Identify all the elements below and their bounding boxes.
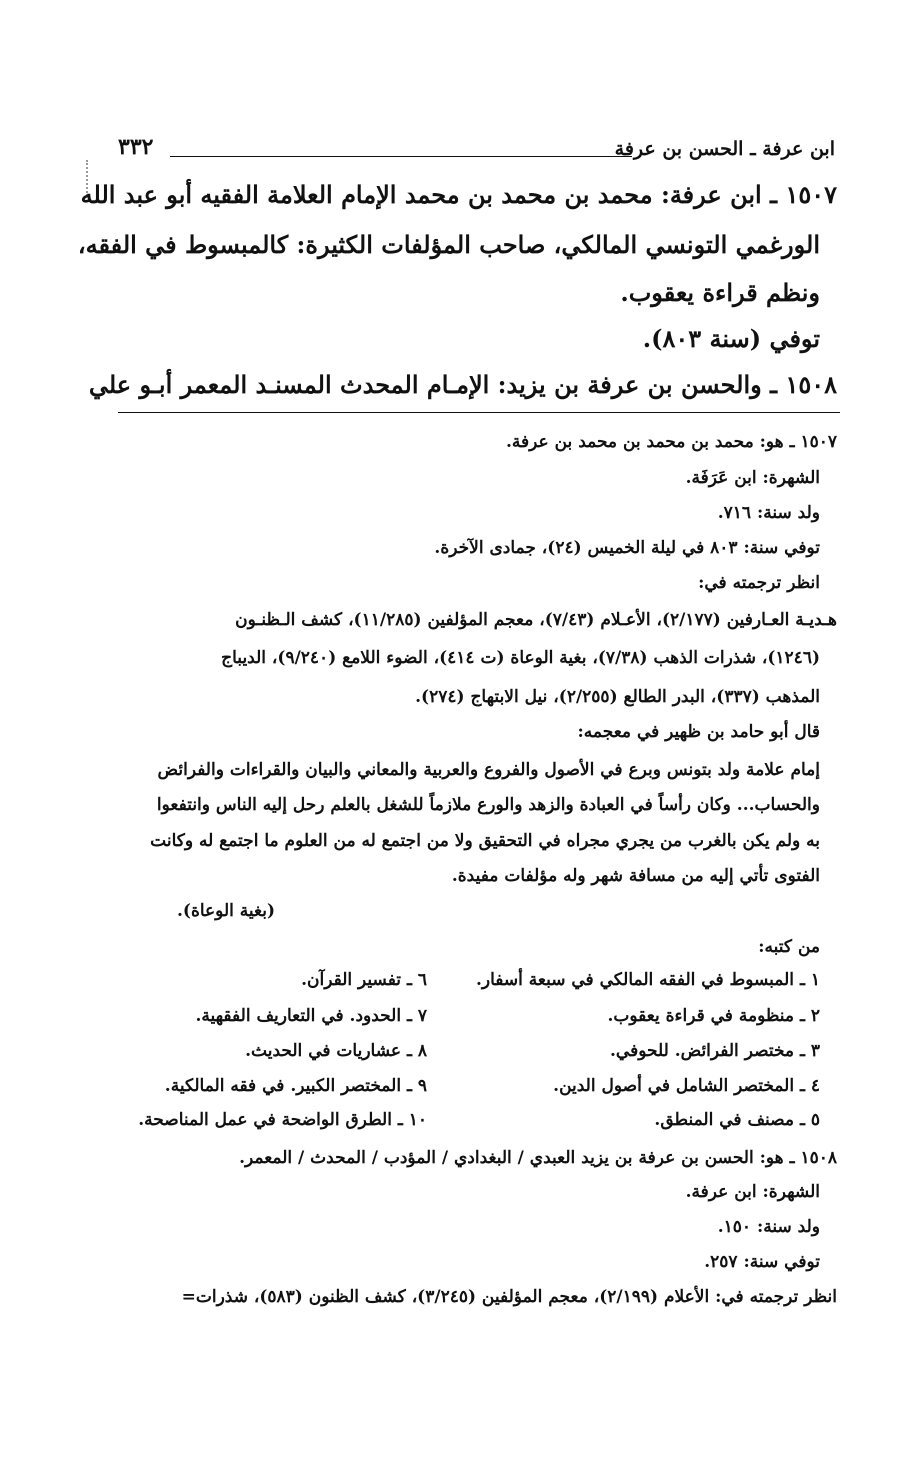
book-item: ٢ ـ منظومة في قراءة يعقوب. (607, 1006, 820, 1026)
book-item: ٨ ـ عشاريات في الحديث. (245, 1041, 427, 1061)
entry-1507-line2: الورغمي التونسي المالكي، صاحب المؤلفات الكثيرة: كالمبسوط في الفقه، (77, 230, 820, 259)
page-number: ٣٣٢ (118, 134, 154, 160)
fn1507-died: توفي سنة: ٨٠٣ في ليلة الخميس (٢٤)، جمادى الآخرة. (434, 538, 820, 558)
fn1507-sources-3: المذهب (٣٣٧)، البدر الطالع (٢/٢٥٥)، نيل الابتهاج (٢٧٤). (415, 687, 820, 707)
fn1507-quote-3: به ولم يكن بالغرب من يجري مجراه في التحقيق ولا من اجتمع له من العلوم ما اجتمع له وكانت (150, 831, 820, 851)
entry-1508-text1: الإمـام المحدث المسنـد المعمر أبـو علي (88, 370, 490, 399)
book-item: ٦ ـ تفسير القرآن. (301, 970, 427, 990)
fn1507-quote-intro: قال أبو حامد بن ظهير في معجمه: (577, 722, 820, 742)
entry-1507-label: ١٥٠٧ ـ ابن عرفة: (660, 180, 837, 209)
book-item: ٤ ـ المختصر الشامل في أصول الدين. (553, 1076, 820, 1096)
entry-1507-line1 (81, 180, 837, 209)
fn1507-look: انظر ترجمته في: (698, 573, 820, 593)
fn1508-shuhra: الشهرة: ابن عرفة. (685, 1182, 820, 1202)
book-item: ٩ ـ المختصر الكبير. في فقه المالكية. (164, 1076, 427, 1096)
entry-1507-text1: محمد بن محمد بن محمد الإمام العلامة الفقيه أبو عبد الله (80, 180, 653, 209)
fn1507-shuhra: الشهرة: ابن عَرَفَة. (685, 468, 820, 488)
entry-1508-label: ١٥٠٨ ـ والحسن بن عرفة بن يزيد: (497, 370, 837, 399)
fn1507-quote-2: والحساب... وكان رأساً في العبادة والزهد والورع ملازماً للشغل بالعلم رحل إليه الناس وانتفعوا (156, 795, 820, 815)
fn1508-born: ولد سنة: ١٥٠. (717, 1217, 820, 1237)
book-item: ١٠ ـ الطرق الواضحة في عمل المناصحة. (138, 1110, 427, 1130)
fn1507-sources-2: (١٢٤٦)، شذرات الذهب (٧/٣٨)، بغية الوعاة (ت ٤١٤)، الضوء اللامع (٩/٢٤٠)، الديباج (221, 648, 820, 668)
fn1507-sources-1: هـديـة العـارفين (٢/١٧٧)، الأعـلام (٧/٤٣)، معجم المؤلفين (١١/٢٨٥)، كشف الـظنـون (235, 610, 837, 630)
fn1507-books-label: من كتبه: (758, 937, 820, 957)
entry-1507-line3: ونظم قراءة يعقوب. (620, 278, 820, 307)
fn1508-head: ١٥٠٨ ـ هو: الحسن بن عرفة بن يزيد العبدي / البغدادي / المؤدب / المحدث / المعمر. (239, 1148, 837, 1168)
header-rule (170, 156, 632, 157)
running-head: ابن عرفة ـ الحسن بن عرفة (614, 138, 835, 160)
book-item: ٣ ـ مختصر الفرائض. للحوفي. (610, 1041, 820, 1061)
entry-1507-line4: توفي (سنة ٨٠٣). (642, 324, 820, 353)
fn1507-citation: (بغية الوعاة). (176, 901, 275, 921)
fn1507-head: ١٥٠٧ ـ هو: محمد بن محمد بن محمد بن عرفة. (506, 432, 837, 452)
fn1507-quote-4: الفتوى تأتي إليه من مسافة شهر وله مؤلفات مفيدة. (451, 866, 820, 886)
fn1508-died: توفي سنة: ٢٥٧. (704, 1252, 820, 1272)
book-item: ٥ ـ مصنف في المنطق. (654, 1110, 820, 1130)
fn1507-born: ولد سنة: ٧١٦. (717, 503, 820, 523)
entry-1508-line1 (89, 370, 837, 399)
book-item: ١ ـ المبسوط في الفقه المالكي في سبعة أسفار. (475, 970, 820, 990)
footnote-separator (118, 412, 840, 413)
fn1508-look: انظر ترجمته في: الأعلام (٢/١٩٩)، معجم المؤلفين (٣/٢٤٥)، كشف الظنون (٥٨٣)، شذرات= (181, 1287, 837, 1307)
book-item: ٧ ـ الحدود. في التعاريف الفقهية. (195, 1006, 427, 1026)
fn1507-quote-1: إمام علامة ولد بتونس وبرع في الأصول والفروع والعربية والمعاني والبيان والقراءات والفرائض (157, 760, 820, 780)
